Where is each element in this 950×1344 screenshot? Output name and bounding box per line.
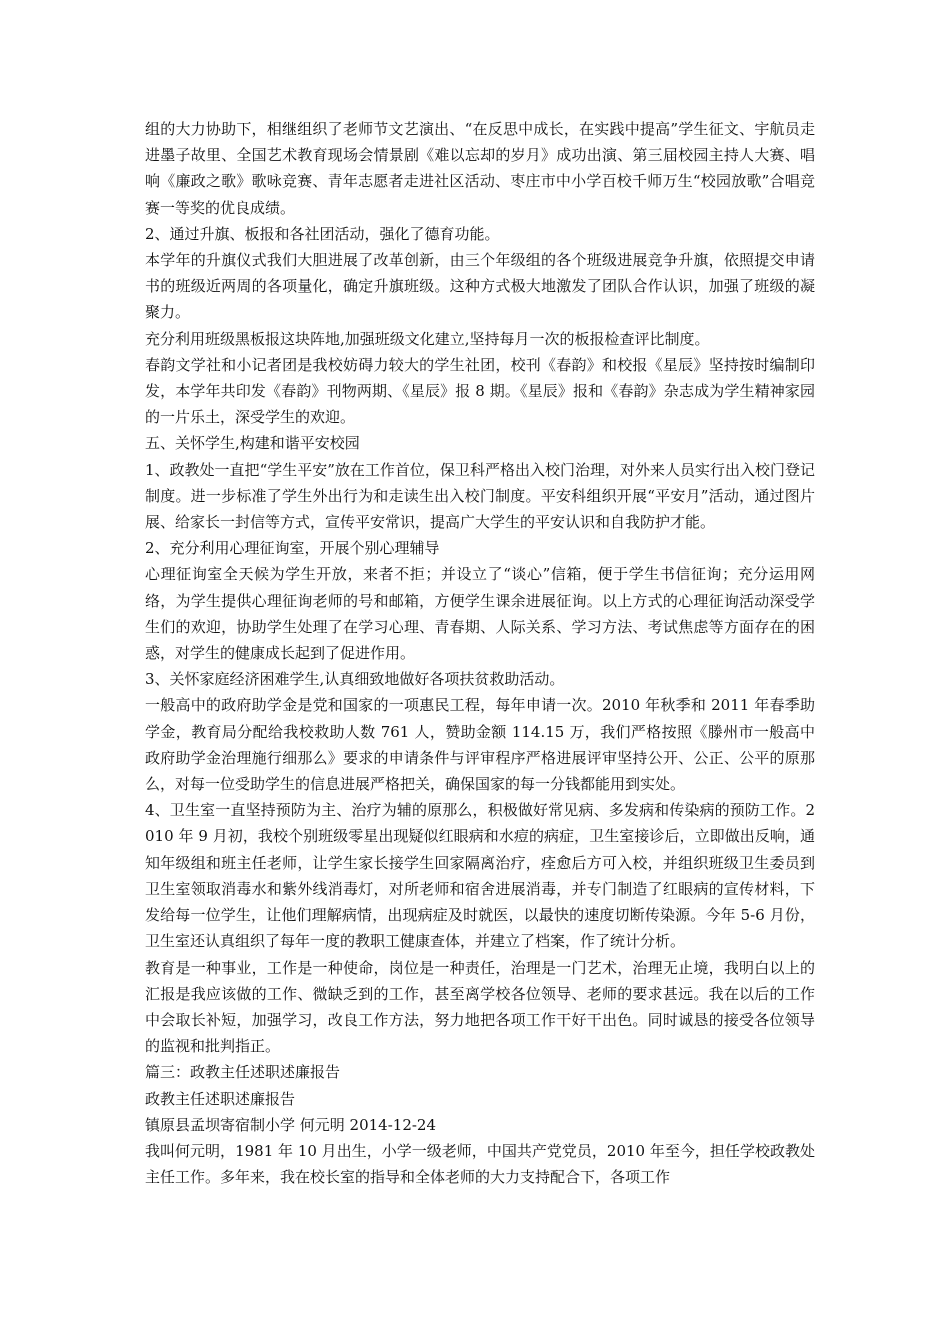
report-title: 政教主任述职述廉报告 [145,1089,296,1108]
paragraph-heading-counseling: 2、充分利用心理征询室，开展个别心理辅导 [145,539,440,558]
chapter-title-part-three: 篇三：政教主任述职述廉报告 [145,1063,341,1082]
paragraph-government-grant: 一般高中的政府助学金是党和国家的一项惠民工程，每年申请一次。2010 年秋季和 2011 年春季助学金，教育局分配给我校救助人数 761 人，赞助金额 114.15 万，我们严格按照《滕州市一般高中政府助学金治理施行细那么》要求的申请条件与评审程序严格进展评审坚持公开、公正、公平的原那么，对每一位受助学生的信息进展严格把关，确保国家的每一分钱都能用到实处。 [145,696,815,794]
paragraph-student-safety: 1、政教处一直把“学生平安”放在工作首位，保卫科严格出入校门治理，对外来人员实行出入校门登记制度。进一步标准了学生外出行为和走读生出入校门制度。平安科组织开展“平安月”活动，通过图片展、给家长一封信等方式，宣传平安常识，提高广大学生的平安认识和自我防护才能。 [145,460,815,532]
paragraph-heading-flag-raising: 2、通过升旗、板报和各社团活动，强化了德育功能。 [145,224,500,243]
document-page [145,116,815,1190]
paragraph-literary-club: 春韵文学社和小记者团是我校妨碍力较大的学生社团，校刊《春韵》和校报《星辰》坚持按时编制印发，本学年共印发《春韵》刊物两期、《星辰》报 8 期。《星辰》报和《春韵》杂志成为学生精神家园的一片乐土，深受学生的欢迎。 [145,355,815,427]
paragraph-flag-ceremony: 本学年的升旗仪式我们大胆进展了改革创新，由三个年级组的各个班级进展竞争升旗，依照提交申请书的班级近两周的各项量化，确定升旗班级。这种方式极大地激发了团队合作认识，加强了班级的凝聚力。 [145,251,815,322]
section-heading-campus-safety: 五、关怀学生,构建和谐平安校园 [145,434,360,453]
report-author-line: 镇原县孟坝寄宿制小学 何元明 2014-12-24 [145,1115,437,1134]
paragraph-conclusion: 教育是一种事业，工作是一种使命，岗位是一种责任，治理是一门艺术，治理无止境，我明白以上的汇报是我应该做的工作、微缺乏到的工作，甚至离学校各位领导、老师的要求甚远。我在以后的工作中会取长补短，加强学习，改良工作方法，努力地把各项工作干好干出色。同时诚恳的接受各位领导的监视和批判指正。 [145,958,815,1056]
paragraph-self-introduction: 我叫何元明，1981 年 10 月出生，小学一级老师，中国共产党党员，2010 年至今，担任学校政教处主任工作。多年来，我在校长室的指导和全体老师的大力支持配合下，各项工作 [145,1141,815,1187]
paragraph-activities: 组的大力协助下，相继组织了老师节文艺演出、“在反思中成长，在实践中提高”学生征文、宇航员走进墨子故里、全国艺术教育现场会情景剧《难以忘却的岁月》成功出演、第三届校园主持人大赛、唱响《廉政之歌》歌咏竞赛、青年志愿者走进社区活动、枣庄市中小学百校千师万生“校园放歌”合唱竞赛一等奖的优良成绩。 [145,120,815,217]
paragraph-blackboard: 充分利用班级黑板报这块阵地,加强班级文化建立,坚持每月一次的板报检查评比制度。 [145,329,710,348]
paragraph-health-room: 4、卫生室一直坚持预防为主、治疗为辅的原那么，积极做好常见病、多发病和传染病的预防工作。2010 年 9 月初，我校个别班级零星出现疑似红眼病和水痘的病症，卫生室接诊后，立即做出反响，通知年级组和班主任老师，让学生家长接学生回家隔离治疗，痊愈后方可入校，并组织班级卫生委员到卫生室领取消毒水和紫外线消毒灯，对所老师和宿舍进展消毒，并专门制造了红眼病的宣传材料，下发给每一位学生，让他们理解病情，出现病症及时就医，以最快的速度切断传染源。今年 5-6 月份，卫生室还认真组织了每年一度的教职工健康查体，并建立了档案，作了统计分析。 [145,801,815,951]
paragraph-counseling-room: 心理征询室全天候为学生开放，来者不拒；并设立了“谈心”信箱，便于学生书信征询；充分运用网络，为学生提供心理征询老师的号和邮箱，方便学生课余进展征询。以上方式的心理征询活动深受学生们的欢迎，协助学生处理了在学习心理、青春期、人际关系、学习方法、考试焦虑等方面存在的困惑，对学生的健康成长起到了促进作用。 [145,565,815,663]
paragraph-heading-financial-aid: 3、关怀家庭经济困难学生,认真细致地做好各项扶贫救助活动。 [145,670,565,689]
